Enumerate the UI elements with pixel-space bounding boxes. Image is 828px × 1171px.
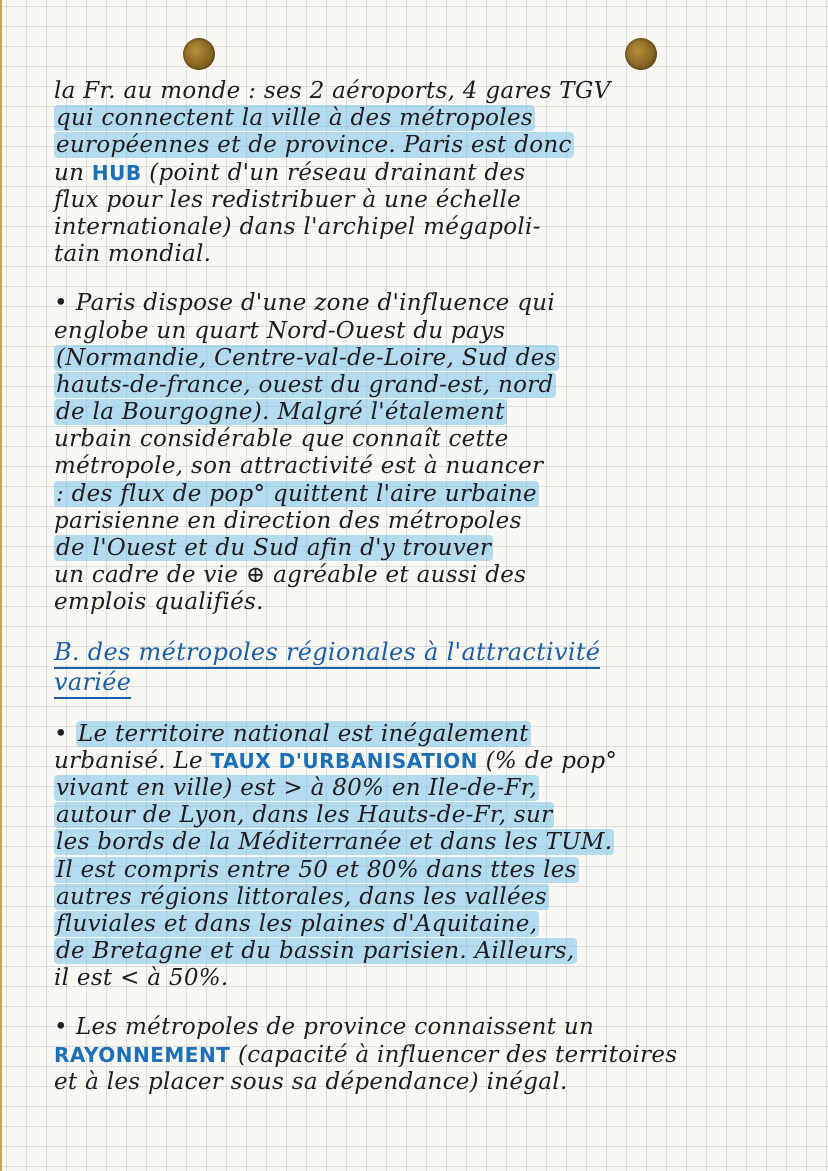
text-line: un HUB (point d'un réseau drainant des xyxy=(54,159,526,186)
text-line: autour de Lyon, dans les Hauts-de-Fr, sur xyxy=(56,802,553,829)
punch-hole-left xyxy=(183,38,215,70)
section-heading xyxy=(54,639,822,669)
text-line: fluviales et dans les plaines d'Aquitaine, xyxy=(56,910,538,937)
text-line: hauts-de-france, ouest du grand-est, nord xyxy=(56,371,554,398)
text-line: les bords de la Méditerranée et dans les TUM. xyxy=(56,829,613,856)
text-line: internationale) dans l'archipel mégapoli- xyxy=(54,213,541,240)
section-heading-cont: variée xyxy=(54,669,822,699)
punch-hole-right xyxy=(625,38,657,70)
text-line: RAYONNEMENT (capacité à influencer des territoires xyxy=(54,1041,678,1068)
text-line: de l'Ouest et du Sud afin d'y trouver xyxy=(56,535,492,561)
text-line: • Paris dispose d'une zone d'influence qui xyxy=(54,290,555,317)
text-line: de la Bourgogne). Malgré l'étalement xyxy=(56,399,505,426)
text-line: : des flux de pop° quittent l'aire urbaine xyxy=(56,480,537,507)
keyword-rayonnement: RAYONNEMENT xyxy=(54,1042,231,1067)
text-line: englobe un quart Nord-Ouest du pays xyxy=(54,317,506,344)
text-line: vivant en ville) est > à 80% en Ile-de-Fr, xyxy=(56,774,538,801)
text-line: un cadre de vie ⊕ agréable et aussi des xyxy=(54,562,527,589)
bullet-icon: • xyxy=(54,290,68,317)
text-line: Il est compris entre 50 et 80% dans ttes les xyxy=(56,856,577,883)
text-line: la Fr. au monde : ses 2 aéroports, 4 gares TGV xyxy=(54,78,611,104)
text-line: européennes et de province. Paris est donc xyxy=(56,132,572,159)
text-line: flux pour les redistribuer à une échelle xyxy=(54,186,522,213)
text-line: parisienne en direction des métropoles xyxy=(54,507,522,534)
text-line: • Le territoire national est inégalement xyxy=(54,720,529,747)
bullet-icon: • xyxy=(54,720,68,747)
text-line: urbain considérable que connaît cette xyxy=(54,426,509,453)
text-line: métropole, son attractivité est à nuancer xyxy=(54,453,544,480)
text-line: (Normandie, Centre-val-de-Loire, Sud des xyxy=(56,344,557,371)
text-line: tain mondial. xyxy=(54,241,212,268)
section-title: des métropoles régionales à l'attractivité xyxy=(79,637,601,666)
bullet-icon: • xyxy=(54,1014,68,1041)
text-line: de Bretagne et du bassin parisien. Ailleurs, xyxy=(56,938,575,965)
handwritten-notes xyxy=(54,78,822,1096)
text-line: emplois qualifiés. xyxy=(54,589,264,616)
keyword-hub: HUB xyxy=(91,160,142,185)
text-line: il est < à 50%. xyxy=(54,965,229,992)
section-letter: B. xyxy=(54,637,80,666)
text-line: urbanisé. Le TAUX D'URBANISATION (% de pop° xyxy=(54,747,618,774)
text-line: et à les placer sous sa dépendance) inégal. xyxy=(54,1068,568,1095)
text-line: autres régions littorales, dans les vallées xyxy=(56,883,547,910)
text-line: • Les métropoles de province connaissent un xyxy=(54,1014,595,1041)
text-line: qui connectent la ville à des métropoles xyxy=(56,105,533,132)
keyword-taux-urbanisation: TAUX D'URBANISATION xyxy=(210,748,479,773)
